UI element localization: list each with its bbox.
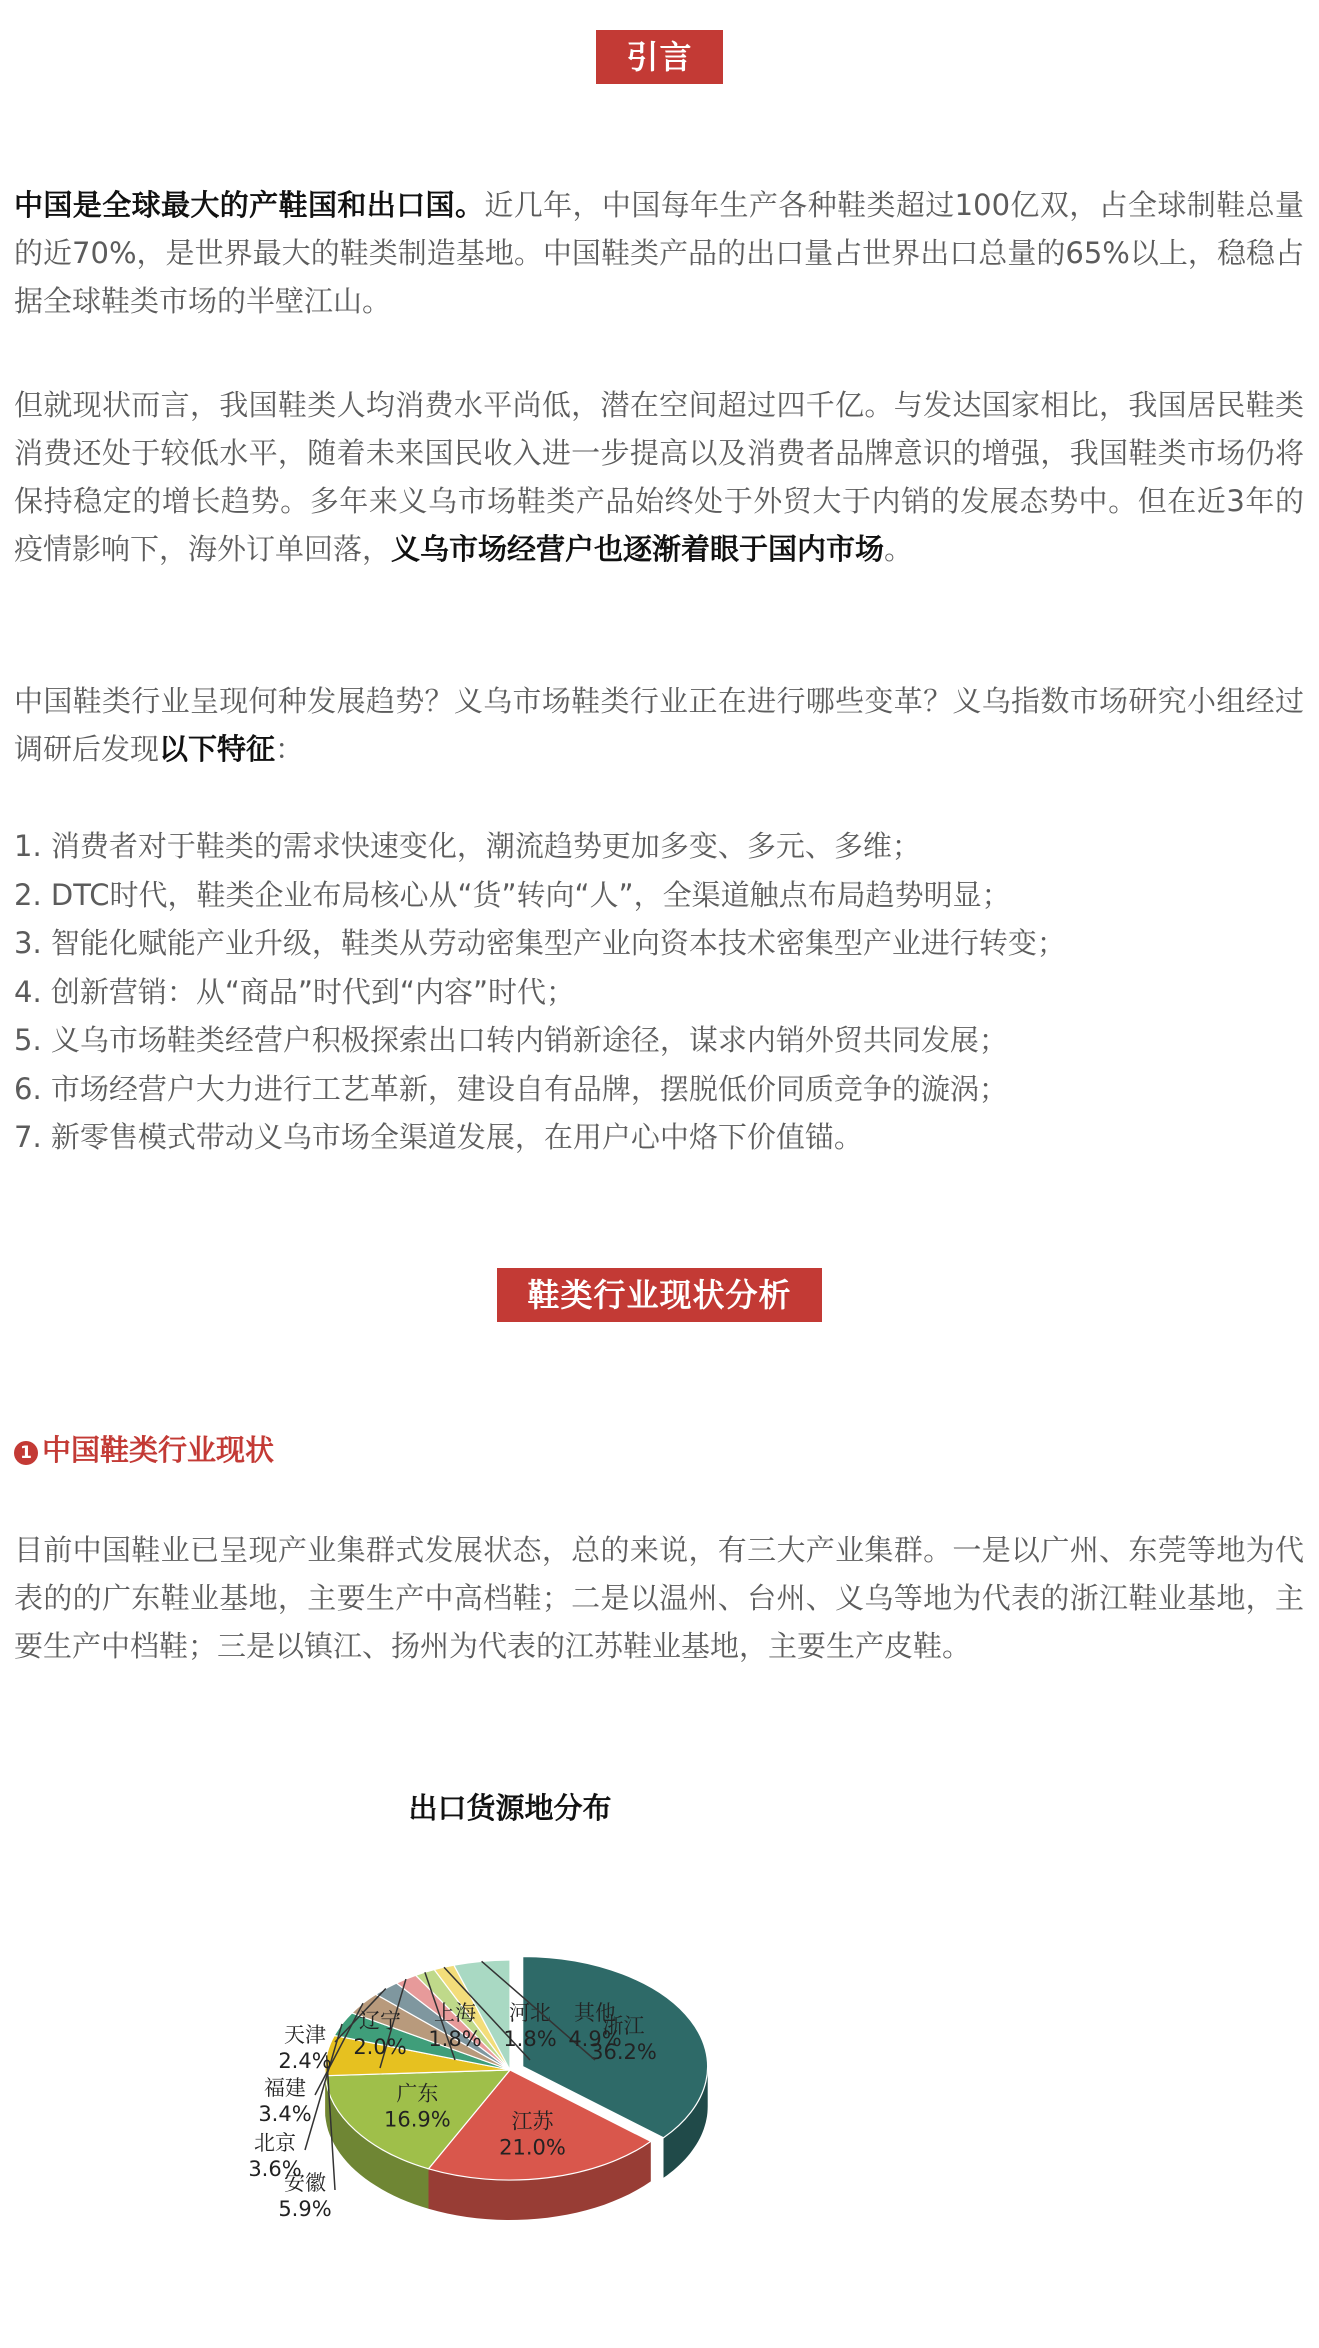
analysis-banner bbox=[0, 1268, 1319, 1322]
section-heading-label: 中国鞋类行业现状 bbox=[42, 1433, 275, 1467]
export-source-pie-chart bbox=[130, 1770, 890, 2290]
section-heading bbox=[14, 1430, 274, 1470]
intro-banner-label: 引言 bbox=[596, 30, 722, 84]
intro-p1-bold: 中国是全球最大的产鞋国和出口国。 bbox=[14, 188, 485, 222]
intro-p3-bold: 以下特征 bbox=[159, 732, 276, 766]
intro-p2-bold: 义乌市场经营户也逐渐着眼于国内市场 bbox=[391, 532, 885, 566]
pie-slice-value: 36.2% bbox=[590, 2039, 657, 2064]
pie-slice-label: 辽宁 bbox=[359, 2009, 401, 2033]
intro-p1-text: 近几年，中国每年生产各种鞋类超过100亿双，占全球制鞋总量的近70%，是世界最大的鞋类制造基地。中国鞋类产品的出口量占世界出口总量的65%以上，稳稳占据全球鞋类市场的半壁江山。 bbox=[14, 188, 1304, 318]
intro-paragraph-1 bbox=[14, 181, 1304, 325]
pie-slice-value: 3.6% bbox=[248, 2157, 302, 2181]
pie-slice-label: 福建 bbox=[264, 2076, 306, 2100]
feature-item: 4. 创新营销：从“商品”时代到“内容”时代； bbox=[14, 974, 575, 1009]
intro-paragraph-3 bbox=[14, 677, 1304, 773]
pie-slice-value: 1.8% bbox=[503, 2027, 557, 2051]
intro-p3-end: ： bbox=[275, 732, 305, 766]
pie-slice-value: 21.0% bbox=[499, 2135, 566, 2160]
intro-p3-text: 中国鞋类行业呈现何种发展趋势？义乌市场鞋类行业正在进行哪些变革？义乌指数市场研究小组经过调研后发现 bbox=[14, 684, 1304, 766]
feature-item: 6. 市场经营户大力进行工艺革新，建设自有品牌，摆脱低价同质竞争的漩涡； bbox=[14, 1071, 1008, 1106]
feature-item: 2. DTC时代，鞋类企业布局核心从“货”转向“人”，全渠道触点布局趋势明显； bbox=[14, 877, 1011, 912]
pie-slice-value: 16.9% bbox=[384, 2107, 451, 2132]
intro-paragraph-2 bbox=[14, 381, 1304, 573]
pie-slice-label: 上海 bbox=[434, 2001, 476, 2025]
feature-item: 3. 智能化赋能产业升级，鞋类从劳动密集型产业向资本技术密集型产业进行转变； bbox=[14, 926, 1066, 960]
intro-banner bbox=[0, 30, 1319, 84]
section-paragraph bbox=[14, 1526, 1304, 1670]
pie-slice-value: 5.9% bbox=[278, 2197, 332, 2221]
pie-slice-label: 其他 bbox=[574, 2001, 616, 2025]
pie-slice-value: 2.0% bbox=[353, 2035, 407, 2059]
feature-item: 7. 新零售模式带动义乌市场全渠道发展，在用户心中烙下价值锚。 bbox=[14, 1120, 863, 1154]
pie-slice-value: 4.9% bbox=[568, 2027, 622, 2051]
analysis-banner-label: 鞋类行业现状分析 bbox=[497, 1268, 821, 1322]
pie-slice-label: 河北 bbox=[509, 2001, 551, 2025]
pie-slice-label: 浙江 bbox=[602, 2013, 645, 2038]
features-list bbox=[14, 822, 1304, 1162]
section-paragraph-text: 目前中国鞋业已呈现产业集群式发展状态，总的来说，有三大产业集群。一是以广州、东莞等地为代表的的广东鞋业基地，主要生产中高档鞋；二是以温州、台州、义乌等地为代表的浙江鞋业基地，主要生产中档鞋；三是以镇江、扬州为代表的江苏鞋业基地，主要生产皮鞋。 bbox=[14, 1533, 1304, 1663]
pie-slice-label: 北京 bbox=[254, 2131, 296, 2155]
pie-slice-value: 1.8% bbox=[428, 2027, 482, 2051]
pie-slice-label: 广东 bbox=[396, 2081, 439, 2106]
feature-item: 1. 消费者对于鞋类的需求快速变化，潮流趋势更加多变、多元、多维； bbox=[14, 829, 921, 863]
number-circle-icon: 1 bbox=[14, 1441, 38, 1465]
pie-slice-label: 安徽 bbox=[284, 2171, 326, 2195]
pie-slice-value: 2.4% bbox=[278, 2049, 332, 2073]
chart-title: 出口货源地分布 bbox=[408, 1791, 612, 1825]
intro-p2-end: 。 bbox=[884, 532, 914, 566]
intro-p2-text: 但就现状而言，我国鞋类人均消费水平尚低，潜在空间超过四千亿。与发达国家相比，我国居民鞋类消费还处于较低水平，随着未来国民收入进一步提高以及消费者品牌意识的增强，我国鞋类市场仍将保持稳定的增长趋势。多年来义乌市场鞋类产品始终处于外贸大于内销的发展态势中。但在近3年的疫情影响下，海外订单回落， bbox=[14, 388, 1304, 566]
pie-slice-label: 江苏 bbox=[511, 2109, 554, 2134]
feature-item: 5. 义乌市场鞋类经营户积极探索出口转内销新途径，谋求内销外贸共同发展； bbox=[14, 1023, 1008, 1057]
pie-slice-value: 3.4% bbox=[258, 2102, 312, 2126]
pie-slice-label: 天津 bbox=[284, 2023, 326, 2047]
